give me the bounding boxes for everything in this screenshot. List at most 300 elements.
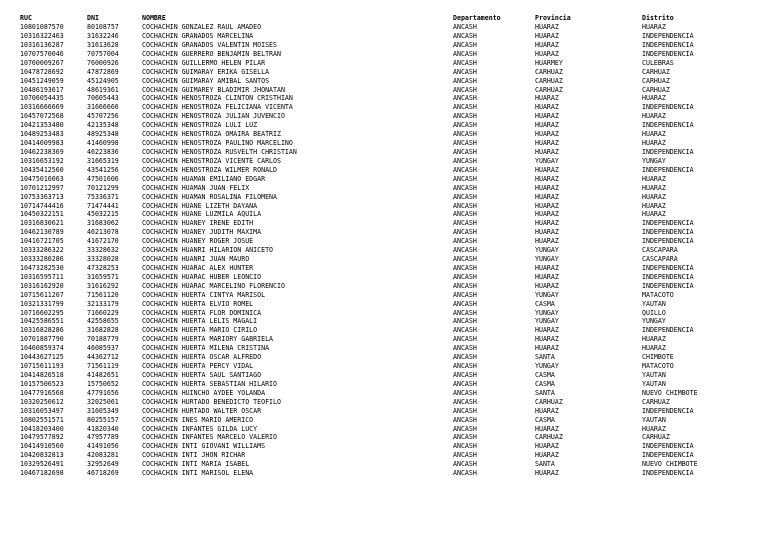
- cell-ruc: 10316053497: [20, 406, 64, 415]
- cell-provincia: HUARAZ: [535, 228, 559, 237]
- cell-ruc: 10451249059: [20, 76, 64, 85]
- cell-distrito: INDEPENDENCIA: [642, 272, 694, 281]
- cell-distrito: CARHUAZ: [642, 85, 670, 94]
- cell-nombre: COCHACHIN HUAMAN ROSALINA FILOMENA: [142, 192, 277, 201]
- cell-nombre: COCHACHIN HURTADO BENEDICTO TEOFILO: [142, 397, 281, 406]
- cell-dni: 33328028: [87, 255, 119, 264]
- cell-departamento: ANCASH: [453, 272, 477, 281]
- cell-provincia: HUARAZ: [535, 139, 559, 148]
- cell-ruc: 10333286322: [20, 246, 64, 255]
- cell-departamento: ANCASH: [453, 174, 477, 183]
- cell-nombre: COCHACHIN HUERTA OSCAR ALFREDO: [142, 353, 262, 362]
- header-dni: DNI: [87, 14, 99, 22]
- cell-nombre: COCHACHIN GUILLERMO HELEN PILAR: [142, 58, 266, 67]
- cell-departamento: ANCASH: [453, 112, 477, 121]
- cell-departamento: ANCASH: [453, 183, 477, 192]
- cell-provincia: HUARAZ: [535, 335, 559, 344]
- cell-ruc: 10421353480: [20, 121, 64, 130]
- cell-departamento: ANCASH: [453, 362, 477, 371]
- cell-dni: 45032215: [87, 210, 119, 219]
- cell-nombre: COCHACHIN HUERTA PERCY VIDAL: [142, 362, 254, 371]
- cell-departamento: ANCASH: [453, 388, 477, 397]
- cell-dni: 32133179: [87, 299, 119, 308]
- cell-departamento: ANCASH: [453, 156, 477, 165]
- cell-provincia: CARHUAZ: [535, 85, 563, 94]
- cell-distrito: CULEBRAS: [642, 58, 674, 67]
- cell-provincia: HUARAZ: [535, 94, 559, 103]
- cell-departamento: ANCASH: [453, 58, 477, 67]
- cell-distrito: YUNGAY: [642, 317, 666, 326]
- cell-dni: 71561120: [87, 290, 119, 299]
- cell-nombre: COCHACHIN INFANTES MARCELO VALERIO: [142, 433, 277, 442]
- cell-distrito: NUEVO CHIMBOTE: [642, 460, 698, 469]
- cell-nombre: COCHACHIN HUANEY ROGER JOSUE: [142, 237, 254, 246]
- cell-distrito: YAUTAN: [642, 415, 666, 424]
- cell-provincia: HUARAZ: [535, 281, 559, 290]
- cell-dni: 76000926: [87, 58, 119, 67]
- cell-ruc: 10801087570: [20, 23, 64, 32]
- cell-ruc: 10333280286: [20, 255, 64, 264]
- cell-distrito: INDEPENDENCIA: [642, 237, 694, 246]
- cell-provincia: HUARAZ: [535, 103, 559, 112]
- cell-dni: 46085937: [87, 344, 119, 353]
- cell-distrito: INDEPENDENCIA: [642, 40, 694, 49]
- cell-dni: 33328632: [87, 246, 119, 255]
- cell-provincia: HUARAZ: [535, 121, 559, 130]
- cell-dni: 42135348: [87, 121, 119, 130]
- cell-distrito: INDEPENDENCIA: [642, 442, 694, 451]
- cell-provincia: HUARAZ: [535, 174, 559, 183]
- cell-provincia: YUNGAY: [535, 246, 559, 255]
- cell-provincia: HUARAZ: [535, 40, 559, 49]
- cell-dni: 31666666: [87, 103, 119, 112]
- cell-ruc: 10416721705: [20, 237, 64, 246]
- cell-departamento: ANCASH: [453, 49, 477, 58]
- cell-ruc: 10435412560: [20, 165, 64, 174]
- cell-nombre: COCHACHIN HUARAC MARCELINO FLORENCIO: [142, 281, 285, 290]
- cell-dni: 43541256: [87, 165, 119, 174]
- cell-departamento: ANCASH: [453, 317, 477, 326]
- cell-departamento: ANCASH: [453, 255, 477, 264]
- cell-provincia: HUARMEY: [535, 58, 563, 67]
- cell-nombre: COCHACHIN HUANEY JUDITH MAXIMA: [142, 228, 262, 237]
- cell-dni: 45124905: [87, 76, 119, 85]
- cell-dni: 31659571: [87, 272, 119, 281]
- cell-ruc: 10707570046: [20, 49, 64, 58]
- cell-nombre: COCHACHIN HUERTA CINTYA MARISOL: [142, 290, 266, 299]
- cell-dni: 46213078: [87, 228, 119, 237]
- cell-provincia: CASMA: [535, 415, 555, 424]
- cell-distrito: CARHUAZ: [642, 397, 670, 406]
- cell-dni: 41491056: [87, 442, 119, 451]
- cell-provincia: HUARAZ: [535, 32, 559, 41]
- cell-ruc: 10329526491: [20, 460, 64, 469]
- cell-provincia: CASMA: [535, 299, 555, 308]
- header-nombre: NOMBRE: [142, 14, 166, 22]
- cell-nombre: COCHACHIN GRANADOS VALENTIN MOISES: [142, 40, 277, 49]
- cell-dni: 31613628: [87, 40, 119, 49]
- cell-dni: 71660229: [87, 308, 119, 317]
- cell-dni: 41672170: [87, 237, 119, 246]
- cell-nombre: COCHACHIN HUINCHO AYDEE YOLANDA: [142, 388, 266, 397]
- cell-provincia: YUNGAY: [535, 156, 559, 165]
- cell-dni: 46223836: [87, 147, 119, 156]
- cell-ruc: 10462238369: [20, 147, 64, 156]
- cell-nombre: COCHACHIN INTI MARIA ISABEL: [142, 460, 250, 469]
- cell-provincia: HUARAZ: [535, 210, 559, 219]
- cell-provincia: HUARAZ: [535, 344, 559, 353]
- cell-dni: 48925348: [87, 130, 119, 139]
- cell-dni: 47328253: [87, 263, 119, 272]
- cell-dni: 15750652: [87, 379, 119, 388]
- cell-provincia: YUNGAY: [535, 317, 559, 326]
- cell-departamento: ANCASH: [453, 40, 477, 49]
- cell-distrito: HUARAZ: [642, 201, 666, 210]
- cell-provincia: CARHUAZ: [535, 433, 563, 442]
- cell-nombre: COCHACHIN HUARAC HUBER LEONCIO: [142, 272, 262, 281]
- header-provincia: Provincia: [535, 14, 571, 22]
- cell-nombre: COCHACHIN GRANADOS MARCELINA: [142, 32, 254, 41]
- cell-distrito: INDEPENDENCIA: [642, 326, 694, 335]
- cell-ruc: 10414826518: [20, 370, 64, 379]
- cell-nombre: COCHACHIN HUANEY IRENE EDITH: [142, 219, 254, 228]
- cell-dni: 70757004: [87, 49, 119, 58]
- cell-distrito: INDEPENDENCIA: [642, 219, 694, 228]
- cell-ruc: 10414910560: [20, 442, 64, 451]
- cell-distrito: INDEPENDENCIA: [642, 406, 694, 415]
- cell-departamento: ANCASH: [453, 370, 477, 379]
- cell-provincia: YUNGAY: [535, 308, 559, 317]
- cell-departamento: ANCASH: [453, 326, 477, 335]
- cell-provincia: HUARAZ: [535, 112, 559, 121]
- header-departamento: Departamento: [453, 14, 501, 22]
- cell-departamento: ANCASH: [453, 415, 477, 424]
- cell-provincia: CARHUAZ: [535, 76, 563, 85]
- cell-provincia: HUARAZ: [535, 326, 559, 335]
- cell-departamento: ANCASH: [453, 219, 477, 228]
- cell-distrito: INDEPENDENCIA: [642, 49, 694, 58]
- cell-ruc: 10477916568: [20, 388, 64, 397]
- cell-dni: 45707256: [87, 112, 119, 121]
- cell-distrito: INDEPENDENCIA: [642, 121, 694, 130]
- cell-nombre: COCHACHIN HUANE LUZMILA AQUILA: [142, 210, 262, 219]
- cell-nombre: COCHACHIN HUANRI JUAN MAURO: [142, 255, 250, 264]
- cell-distrito: YAUTAN: [642, 299, 666, 308]
- cell-dni: 80255157: [87, 415, 119, 424]
- cell-provincia: HUARAZ: [535, 469, 559, 478]
- cell-provincia: HUARAZ: [535, 49, 559, 58]
- cell-provincia: HUARAZ: [535, 147, 559, 156]
- cell-nombre: COCHACHIN HUANRI HILARION ANICETO: [142, 246, 274, 255]
- cell-ruc: 10460859374: [20, 344, 64, 353]
- cell-dni: 32025061: [87, 397, 119, 406]
- cell-ruc: 10443627125: [20, 353, 64, 362]
- cell-departamento: ANCASH: [453, 451, 477, 460]
- cell-distrito: NUEVO CHIMBOTE: [642, 388, 698, 397]
- cell-ruc: 10479577892: [20, 433, 64, 442]
- header-ruc: RUC: [20, 14, 32, 22]
- cell-departamento: ANCASH: [453, 165, 477, 174]
- cell-distrito: INDEPENDENCIA: [642, 32, 694, 41]
- cell-distrito: CASCAPARA: [642, 246, 678, 255]
- cell-nombre: COCHACHIN HUERTA ELVIO ROMEL: [142, 299, 254, 308]
- cell-provincia: HUARAZ: [535, 192, 559, 201]
- cell-ruc: 10316136287: [20, 40, 64, 49]
- cell-provincia: HUARAZ: [535, 165, 559, 174]
- cell-provincia: YUNGAY: [535, 362, 559, 371]
- cell-distrito: MATACOTO: [642, 362, 674, 371]
- cell-ruc: 10316653192: [20, 156, 64, 165]
- cell-dni: 47501606: [87, 174, 119, 183]
- cell-departamento: ANCASH: [453, 246, 477, 255]
- cell-provincia: HUARAZ: [535, 451, 559, 460]
- cell-departamento: ANCASH: [453, 192, 477, 201]
- cell-dni: 31605349: [87, 406, 119, 415]
- cell-nombre: COCHACHIN HURTADO WALTER OSCAR: [142, 406, 262, 415]
- cell-ruc: 10467182698: [20, 469, 64, 478]
- cell-nombre: COCHACHIN INTI JHON RICHAR: [142, 451, 246, 460]
- cell-ruc: 10414609983: [20, 139, 64, 148]
- cell-distrito: HUARAZ: [642, 192, 666, 201]
- cell-departamento: ANCASH: [453, 85, 477, 94]
- cell-ruc: 10316830621: [20, 219, 64, 228]
- cell-provincia: HUARAZ: [535, 23, 559, 32]
- cell-dni: 70188779: [87, 335, 119, 344]
- cell-distrito: CASCAPARA: [642, 255, 678, 264]
- cell-distrito: MATACOTO: [642, 290, 674, 299]
- cell-nombre: COCHACHIN HUERTA MARIORY GABRIELA: [142, 335, 274, 344]
- cell-departamento: ANCASH: [453, 442, 477, 451]
- cell-distrito: CARHUAZ: [642, 433, 670, 442]
- cell-ruc: 10450322151: [20, 210, 64, 219]
- cell-dni: 42083281: [87, 451, 119, 460]
- cell-dni: 31616292: [87, 281, 119, 290]
- cell-nombre: COCHACHIN HUERTA FLOR DOMINICA: [142, 308, 262, 317]
- cell-provincia: CARHUAZ: [535, 67, 563, 76]
- cell-dni: 44362712: [87, 353, 119, 362]
- cell-nombre: COCHACHIN HENOSTROZA VICENTE CARLOS: [142, 156, 281, 165]
- cell-nombre: COCHACHIN HUERTA LELIS MAGALI: [142, 317, 258, 326]
- cell-distrito: INDEPENDENCIA: [642, 228, 694, 237]
- cell-nombre: COCHACHIN HUERTA SEBASTIAN HILARIO: [142, 379, 277, 388]
- cell-distrito: QUILLO: [642, 308, 666, 317]
- cell-dni: 31683062: [87, 219, 119, 228]
- cell-dni: 47791656: [87, 388, 119, 397]
- cell-distrito: INDEPENDENCIA: [642, 469, 694, 478]
- cell-nombre: COCHACHIN INTI GIOVANI WILLIAMS: [142, 442, 266, 451]
- cell-distrito: INDEPENDENCIA: [642, 103, 694, 112]
- cell-provincia: HUARAZ: [535, 406, 559, 415]
- cell-distrito: HUARAZ: [642, 344, 666, 353]
- cell-departamento: ANCASH: [453, 67, 477, 76]
- cell-ruc: 10425586551: [20, 317, 64, 326]
- cell-nombre: COCHACHIN HENOSTROZA JULIAN JUVENCIO: [142, 112, 285, 121]
- cell-ruc: 10478728692: [20, 67, 64, 76]
- cell-distrito: HUARAZ: [642, 130, 666, 139]
- cell-dni: 41460998: [87, 139, 119, 148]
- cell-dni: 47957789: [87, 433, 119, 442]
- cell-nombre: COCHACHIN HUERTA MARIO CIRILO: [142, 326, 258, 335]
- cell-ruc: 10706054435: [20, 94, 64, 103]
- cell-ruc: 10760009267: [20, 58, 64, 67]
- cell-dni: 71561119: [87, 362, 119, 371]
- cell-nombre: COCHACHIN HUAMAN JUAN FELIX: [142, 183, 250, 192]
- cell-departamento: ANCASH: [453, 433, 477, 442]
- cell-nombre: COCHACHIN HUERTA SAUL SANTIAGO: [142, 370, 262, 379]
- cell-ruc: 10316162920: [20, 281, 64, 290]
- cell-departamento: ANCASH: [453, 263, 477, 272]
- cell-ruc: 10457072568: [20, 112, 64, 121]
- cell-dni: 46718269: [87, 469, 119, 478]
- cell-departamento: ANCASH: [453, 379, 477, 388]
- cell-departamento: ANCASH: [453, 397, 477, 406]
- cell-provincia: HUARAZ: [535, 263, 559, 272]
- cell-departamento: ANCASH: [453, 103, 477, 112]
- cell-ruc: 10716602295: [20, 308, 64, 317]
- cell-distrito: YAUTAN: [642, 370, 666, 379]
- header-distrito: Distrito: [642, 14, 674, 22]
- cell-ruc: 10802551571: [20, 415, 64, 424]
- cell-dni: 42558655: [87, 317, 119, 326]
- cell-departamento: ANCASH: [453, 299, 477, 308]
- cell-nombre: COCHACHIN GUIMAREY BLADIMIR JHONATAN: [142, 85, 285, 94]
- cell-ruc: 10420832813: [20, 451, 64, 460]
- cell-departamento: ANCASH: [453, 406, 477, 415]
- cell-ruc: 10473282530: [20, 263, 64, 272]
- cell-departamento: ANCASH: [453, 121, 477, 130]
- cell-provincia: CASMA: [535, 370, 555, 379]
- cell-dni: 48619361: [87, 85, 119, 94]
- cell-ruc: 10701212997: [20, 183, 64, 192]
- cell-distrito: HUARAZ: [642, 112, 666, 121]
- cell-departamento: ANCASH: [453, 237, 477, 246]
- cell-ruc: 10316322463: [20, 32, 64, 41]
- cell-distrito: HUARAZ: [642, 183, 666, 192]
- cell-ruc: 10316828286: [20, 326, 64, 335]
- cell-distrito: CARHUAZ: [642, 67, 670, 76]
- cell-departamento: ANCASH: [453, 344, 477, 353]
- cell-ruc: 10753363713: [20, 192, 64, 201]
- cell-nombre: COCHACHIN INES MARIO AMERICO: [142, 415, 254, 424]
- cell-departamento: ANCASH: [453, 76, 477, 85]
- cell-dni: 70605443: [87, 94, 119, 103]
- cell-dni: 71474441: [87, 201, 119, 210]
- cell-nombre: COCHACHIN HENOSTROZA CLINTON CRISTHIAN: [142, 94, 293, 103]
- cell-distrito: HUARAZ: [642, 335, 666, 344]
- cell-distrito: CHIMBOTE: [642, 353, 674, 362]
- cell-ruc: 10157506523: [20, 379, 64, 388]
- cell-provincia: SANTA: [535, 353, 555, 362]
- cell-departamento: ANCASH: [453, 210, 477, 219]
- cell-provincia: YUNGAY: [535, 255, 559, 264]
- cell-provincia: SANTA: [535, 460, 555, 469]
- cell-dni: 31682828: [87, 326, 119, 335]
- cell-ruc: 10715611193: [20, 362, 64, 371]
- cell-nombre: COCHACHIN HENOSTROZA OMAIRA BEATRIZ: [142, 130, 281, 139]
- cell-departamento: ANCASH: [453, 147, 477, 156]
- cell-departamento: ANCASH: [453, 228, 477, 237]
- cell-ruc: 10321331799: [20, 299, 64, 308]
- cell-distrito: INDEPENDENCIA: [642, 451, 694, 460]
- cell-departamento: ANCASH: [453, 424, 477, 433]
- cell-ruc: 10486193617: [20, 85, 64, 94]
- cell-ruc: 10701887790: [20, 335, 64, 344]
- cell-distrito: INDEPENDENCIA: [642, 147, 694, 156]
- cell-nombre: COCHACHIN HENOSTROZA RUSVELTH CHRISTIAN: [142, 147, 297, 156]
- cell-distrito: HUARAZ: [642, 424, 666, 433]
- cell-provincia: CASMA: [535, 379, 555, 388]
- cell-distrito: CARHUAZ: [642, 76, 670, 85]
- cell-provincia: CARHUAZ: [535, 397, 563, 406]
- cell-nombre: COCHACHIN HUARAC ALEX HUNTER: [142, 263, 254, 272]
- cell-departamento: ANCASH: [453, 201, 477, 210]
- cell-departamento: ANCASH: [453, 335, 477, 344]
- cell-nombre: COCHACHIN GUIMARAY ERIKA GISELLA: [142, 67, 270, 76]
- cell-departamento: ANCASH: [453, 32, 477, 41]
- cell-departamento: ANCASH: [453, 469, 477, 478]
- cell-ruc: 10714744416: [20, 201, 64, 210]
- cell-ruc: 10320250612: [20, 397, 64, 406]
- cell-nombre: COCHACHIN GUERRERO BENJAMIN BELTRAN: [142, 49, 281, 58]
- cell-ruc: 10462130789: [20, 228, 64, 237]
- cell-provincia: HUARAZ: [535, 201, 559, 210]
- cell-departamento: ANCASH: [453, 130, 477, 139]
- cell-provincia: HUARAZ: [535, 272, 559, 281]
- cell-ruc: 10418203400: [20, 424, 64, 433]
- cell-nombre: COCHACHIN HENOSTROZA LULI LUZ: [142, 121, 258, 130]
- cell-distrito: HUARAZ: [642, 23, 666, 32]
- cell-nombre: COCHACHIN HENOSTROZA FELICIANA VICENTA: [142, 103, 293, 112]
- cell-provincia: HUARAZ: [535, 219, 559, 228]
- cell-provincia: SANTA: [535, 388, 555, 397]
- cell-departamento: ANCASH: [453, 460, 477, 469]
- cell-distrito: HUARAZ: [642, 94, 666, 103]
- cell-ruc: 10715611207: [20, 290, 64, 299]
- cell-departamento: ANCASH: [453, 308, 477, 317]
- cell-dni: 32952649: [87, 460, 119, 469]
- cell-dni: 41820340: [87, 424, 119, 433]
- cell-ruc: 10316595711: [20, 272, 64, 281]
- cell-dni: 31632246: [87, 32, 119, 41]
- cell-nombre: COCHACHIN HENOSTROZA PAULINO MARCELINO: [142, 139, 293, 148]
- cell-nombre: COCHACHIN GUIMARAY AMIBAL SANTOS: [142, 76, 270, 85]
- cell-dni: 80108757: [87, 23, 119, 32]
- cell-departamento: ANCASH: [453, 281, 477, 290]
- cell-provincia: HUARAZ: [535, 237, 559, 246]
- cell-dni: 70121299: [87, 183, 119, 192]
- cell-dni: 47872869: [87, 67, 119, 76]
- cell-distrito: YAUTAN: [642, 379, 666, 388]
- cell-distrito: INDEPENDENCIA: [642, 165, 694, 174]
- cell-nombre: COCHACHIN HUERTA MILENA CRISTINA: [142, 344, 270, 353]
- cell-departamento: ANCASH: [453, 23, 477, 32]
- cell-provincia: YUNGAY: [535, 290, 559, 299]
- cell-distrito: INDEPENDENCIA: [642, 263, 694, 272]
- cell-provincia: HUARAZ: [535, 130, 559, 139]
- cell-nombre: COCHACHIN GONZALEZ RAUL AMADEO: [142, 23, 262, 32]
- cell-provincia: HUARAZ: [535, 442, 559, 451]
- cell-distrito: INDEPENDENCIA: [642, 281, 694, 290]
- cell-nombre: COCHACHIN HUANE LIZETH DAYANA: [142, 201, 258, 210]
- cell-departamento: ANCASH: [453, 290, 477, 299]
- cell-dni: 41482651: [87, 370, 119, 379]
- cell-distrito: YUNGAY: [642, 156, 666, 165]
- cell-ruc: 10489253483: [20, 130, 64, 139]
- cell-departamento: ANCASH: [453, 139, 477, 148]
- cell-ruc: 10316666669: [20, 103, 64, 112]
- cell-distrito: HUARAZ: [642, 210, 666, 219]
- cell-dni: 31665319: [87, 156, 119, 165]
